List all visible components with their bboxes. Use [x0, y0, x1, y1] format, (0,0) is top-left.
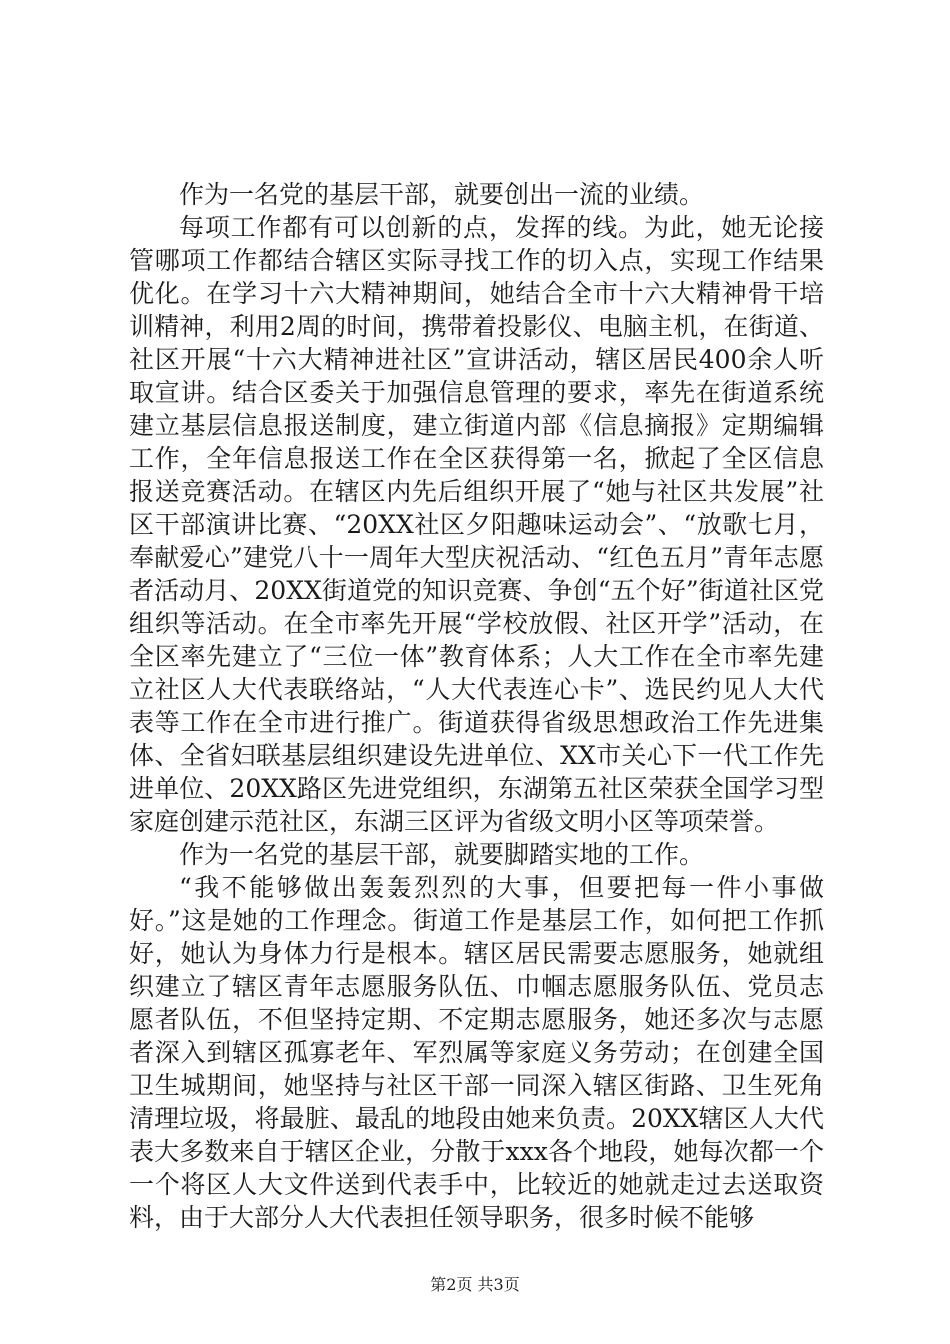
- paragraph-heading-practical-work: 作为一名党的基层干部，就要脚踏实地的工作。: [179, 840, 705, 869]
- paragraph-innovation: 每项工作都有可以创新的点，发挥的线。为此，她无论接管哪项工作都结合辖区实际寻找工作的切入点，实现工作结果优化。在学习十六大精神期间，她结合全市十六大精神骨干培训精神，利用2周的时间，携带着投影仪、电脑主机，在街道、社区开展“十六大精神进社区”宣讲活动，辖区居民400余人听取宣讲。结合区委关于加强信息管理的要求，率先在街道系统建立基层信息报送制度，建立街道内部《信息摘报》定期编辑工作，全年信息报送工作在全区获得第一名，掀起了全区信息报送竞赛活动。在辖区内先后组织开展了“她与社区共发展”社区干部演讲比赛、“20XX社区夕阳趣味运动会”、“放歌七月，奉献爱心”建党八十一周年大型庆祝活动、“红色五月”青年志愿者活动月、20XX街道党的知识竞赛、争创“五个好”街道社区党组织等活动。在全市率先开展“学校放假、社区开学”活动，在全区率先建立了“三位一体”教育体系；人大工作在全市率先建立社区人大代表联络站，“人大代表连心卡”、选民约见人大代表等工作在全市进行推广。街道获得省级思想政治工作先进集体、全省妇联基层组织建设先进单位、XX市关心下一代工作先进单位、20XX路区先进党组织，东湖第五社区荣获全国学习型家庭创建示范社区，东湖三区评为省级文明小区等项荣誉。: [129, 213, 824, 836]
- page-number: 第2页 共3页: [430, 1275, 520, 1294]
- document-body: [129, 178, 824, 1234]
- page-footer: [0, 1272, 950, 1295]
- paragraph-heading-achievements: 作为一名党的基层干部，就要创出一流的业绩。: [179, 180, 705, 209]
- paragraph-work-philosophy: “我不能够做出轰轰烈烈的大事，但要把每一件小事做好。”这是她的工作理念。街道工作是基层工作，如何把工作抓好，她认为身体力行是根本。辖区居民需要志愿服务，她就组织建立了辖区青年志愿服务队伍、巾帼志愿服务队伍、党员志愿者队伍，不但坚持定期、不定期志愿服务，她还多次与志愿者深入到辖区孤寡老年、军烈属等家庭义务劳动；在创建全国卫生城期间，她坚持与社区干部一同深入辖区街路、卫生死角清理垃圾，将最脏、最乱的地段由她来负责。20XX辖区人大代表大多数来自于辖区企业，分散于xxx各个地段，她每次都一个一个将区人大文件送到代表手中，比较近的她就走过去送取资料，由于大部分人大代表担任领导职务，很多时候不能够: [129, 873, 824, 1232]
